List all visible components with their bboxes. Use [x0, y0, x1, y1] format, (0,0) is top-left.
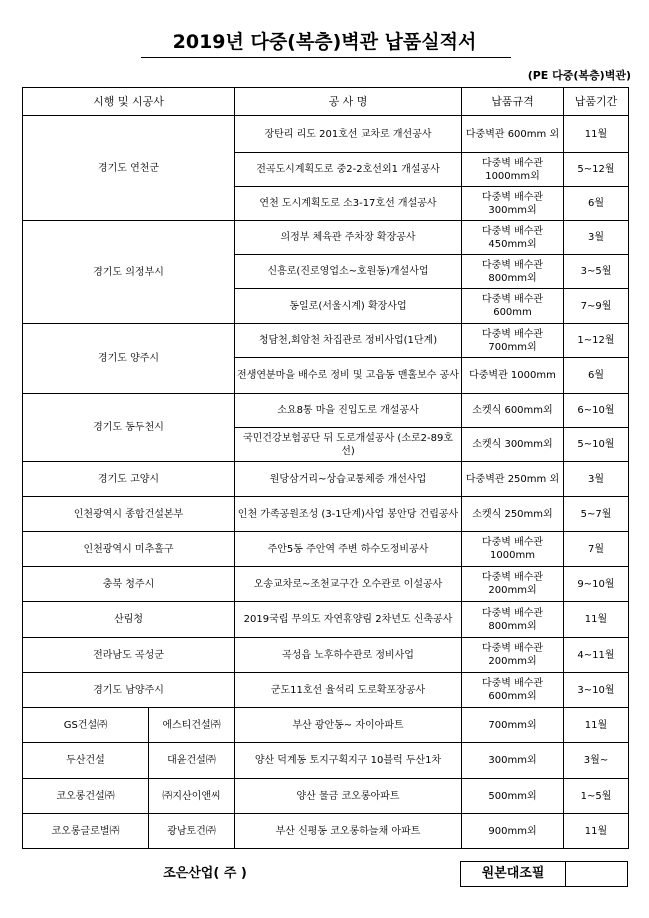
- period-cell: 6월: [564, 187, 629, 221]
- client-cell: 경기도 양주시: [23, 324, 235, 394]
- spec-cell: 다중벽 배수관 800mm외: [462, 602, 564, 638]
- project-cell: 곡성읍 노후하수관로 정비사업: [235, 638, 462, 673]
- spec-cell: 500mm외: [462, 779, 564, 814]
- project-cell: 양산 물금 코오롱아파트: [235, 779, 462, 814]
- project-cell: 청담천,회암천 차집관로 정비사업(1단계): [235, 324, 462, 358]
- spec-cell: 900mm외: [462, 814, 564, 849]
- spec-cell: 소켓식 300mm외: [462, 428, 564, 462]
- spec-cell: 다중벽관 250mm 외: [462, 462, 564, 497]
- period-cell: 3~10월: [564, 673, 629, 708]
- project-cell: 연천 도시계획도로 소3-17호선 개설공사: [235, 187, 462, 221]
- spec-cell: 다중벽 배수관 700mm외: [462, 324, 564, 358]
- project-cell: 신흥로(진로영업소~호원동)개설사업: [235, 255, 462, 289]
- header-spec: 납품규격: [462, 88, 564, 116]
- project-cell: 국민건강보험공단 뒤 도로개설공사 (소로2-89호선): [235, 428, 462, 462]
- table-row: [23, 116, 629, 153]
- client-cell: 경기도 동두천시: [23, 394, 235, 462]
- title-underline: [141, 57, 511, 58]
- period-cell: 5~12월: [564, 153, 629, 187]
- table-row: [23, 497, 629, 532]
- spec-cell: 다중벽 배수관 1000mm: [462, 532, 564, 567]
- table-row: [23, 462, 629, 497]
- document-subtitle: (PE 다중(복층)벽관): [527, 69, 631, 82]
- table-row: [23, 638, 629, 673]
- spec-cell: 700mm외: [462, 708, 564, 743]
- project-cell: 원당삼거리~상습교통체증 개선사업: [235, 462, 462, 497]
- spec-cell: 다중벽 배수관 1000mm외: [462, 153, 564, 187]
- table-row: [23, 708, 629, 743]
- table-row: [23, 324, 629, 358]
- period-cell: 11월: [564, 602, 629, 638]
- document-title: 2019년 다중(복층)벽관 납품실적서: [172, 31, 477, 53]
- subcontractor-cell: 광남토건㈜: [149, 814, 235, 849]
- table-row: [23, 532, 629, 567]
- spec-cell: 300mm외: [462, 743, 564, 779]
- period-cell: 5~10월: [564, 428, 629, 462]
- company-name: 조은산업( 주 ): [163, 866, 247, 881]
- stamp-blank-box: [566, 861, 628, 887]
- subcontractor-cell: 에스티건설㈜: [149, 708, 235, 743]
- project-cell: 동일로(서울시계) 확장사업: [235, 289, 462, 324]
- project-cell: 부산 광안동~ 자이아파트: [235, 708, 462, 743]
- spec-cell: 다중벽관 600mm 외: [462, 116, 564, 153]
- table-row: [23, 394, 629, 428]
- table-row: [23, 673, 629, 708]
- period-cell: 1~12월: [564, 324, 629, 358]
- client-cell: 경기도 연천군: [23, 116, 235, 221]
- period-cell: 3월: [564, 221, 629, 255]
- spec-cell: 다중벽 배수관 800mm외: [462, 255, 564, 289]
- period-cell: 6월: [564, 358, 629, 394]
- header-project: 공 사 명: [235, 88, 462, 116]
- client-cell: 인천광역시 종합건설본부: [23, 497, 235, 532]
- header-period: 납품기간: [564, 88, 629, 116]
- period-cell: 11월: [564, 116, 629, 153]
- client-cell: 산림청: [23, 602, 235, 638]
- subcontractor-cell: 대윤건설㈜: [149, 743, 235, 779]
- client-cell: 전라남도 곡성군: [23, 638, 235, 673]
- project-cell: 소요8통 마을 진입도로 개설공사: [235, 394, 462, 428]
- project-cell: 부산 신평동 코오롱하늘채 아파트: [235, 814, 462, 849]
- client-cell: 경기도 의정부시: [23, 221, 235, 324]
- client-cell: 경기도 남양주시: [23, 673, 235, 708]
- project-cell: 오송교차로~조천교구간 오수관로 이설공사: [235, 567, 462, 602]
- builder-cell: 코오롱건설㈜: [23, 779, 149, 814]
- spec-cell: 다중벽 배수관 450mm외: [462, 221, 564, 255]
- project-cell: 군도11호선 율석리 도로확포장공사: [235, 673, 462, 708]
- period-cell: 11월: [564, 708, 629, 743]
- period-cell: 7월: [564, 532, 629, 567]
- spec-cell: 소켓식 600mm외: [462, 394, 564, 428]
- delivery-record-table: [22, 87, 629, 849]
- period-cell: 3월~: [564, 743, 629, 779]
- subcontractor-cell: ㈜지산이앤씨: [149, 779, 235, 814]
- spec-cell: 다중벽 배수관 200mm외: [462, 638, 564, 673]
- project-cell: 전생연분마을 배수로 정비 및 고읍동 맨홀보수 공사: [235, 358, 462, 394]
- table-row: [23, 779, 629, 814]
- period-cell: 6~10월: [564, 394, 629, 428]
- spec-cell: 다중벽 배수관 600mm: [462, 289, 564, 324]
- project-cell: 장탄리 리도 201호선 교차로 개선공사: [235, 116, 462, 153]
- spec-cell: 다중벽 배수관 200mm외: [462, 567, 564, 602]
- project-cell: 전곡도시계획도로 중2-2호선외1 개설공사: [235, 153, 462, 187]
- builder-cell: 코오롱글로벌㈜: [23, 814, 149, 849]
- builder-cell: 두산건설: [23, 743, 149, 779]
- period-cell: 3~5월: [564, 255, 629, 289]
- certified-copy-stamp: 원본대조필: [460, 861, 566, 887]
- spec-cell: 다중벽 배수관 600mm외: [462, 673, 564, 708]
- period-cell: 7~9월: [564, 289, 629, 324]
- project-cell: 의정부 체육관 주차장 확장공사: [235, 221, 462, 255]
- period-cell: 11월: [564, 814, 629, 849]
- header-row: [23, 88, 629, 116]
- spec-cell: 소켓식 250mm외: [462, 497, 564, 532]
- table-row: [23, 814, 629, 849]
- table-row: [23, 743, 629, 779]
- project-cell: 양산 덕계동 토지구획지구 10블럭 두산1차: [235, 743, 462, 779]
- builder-cell: GS건설㈜: [23, 708, 149, 743]
- header-client: 시행 및 시공사: [23, 88, 235, 116]
- client-cell: 인천광역시 미추홀구: [23, 532, 235, 567]
- period-cell: 1~5월: [564, 779, 629, 814]
- project-cell: 인천 가족공원조성 (3-1단계)사업 봉안당 건립공사: [235, 497, 462, 532]
- period-cell: 4~11월: [564, 638, 629, 673]
- table-row: [23, 567, 629, 602]
- project-cell: 주안5동 주안역 주변 하수도정비공사: [235, 532, 462, 567]
- spec-cell: 다중벽 배수관 300mm외: [462, 187, 564, 221]
- table-row: [23, 602, 629, 638]
- table-row: [23, 221, 629, 255]
- client-cell: 경기도 고양시: [23, 462, 235, 497]
- project-cell: 2019국립 무의도 자연휴양림 2차년도 신축공사: [235, 602, 462, 638]
- client-cell: 충북 청주시: [23, 567, 235, 602]
- spec-cell: 다중벽관 1000mm: [462, 358, 564, 394]
- period-cell: 5~7월: [564, 497, 629, 532]
- period-cell: 9~10월: [564, 567, 629, 602]
- period-cell: 3월: [564, 462, 629, 497]
